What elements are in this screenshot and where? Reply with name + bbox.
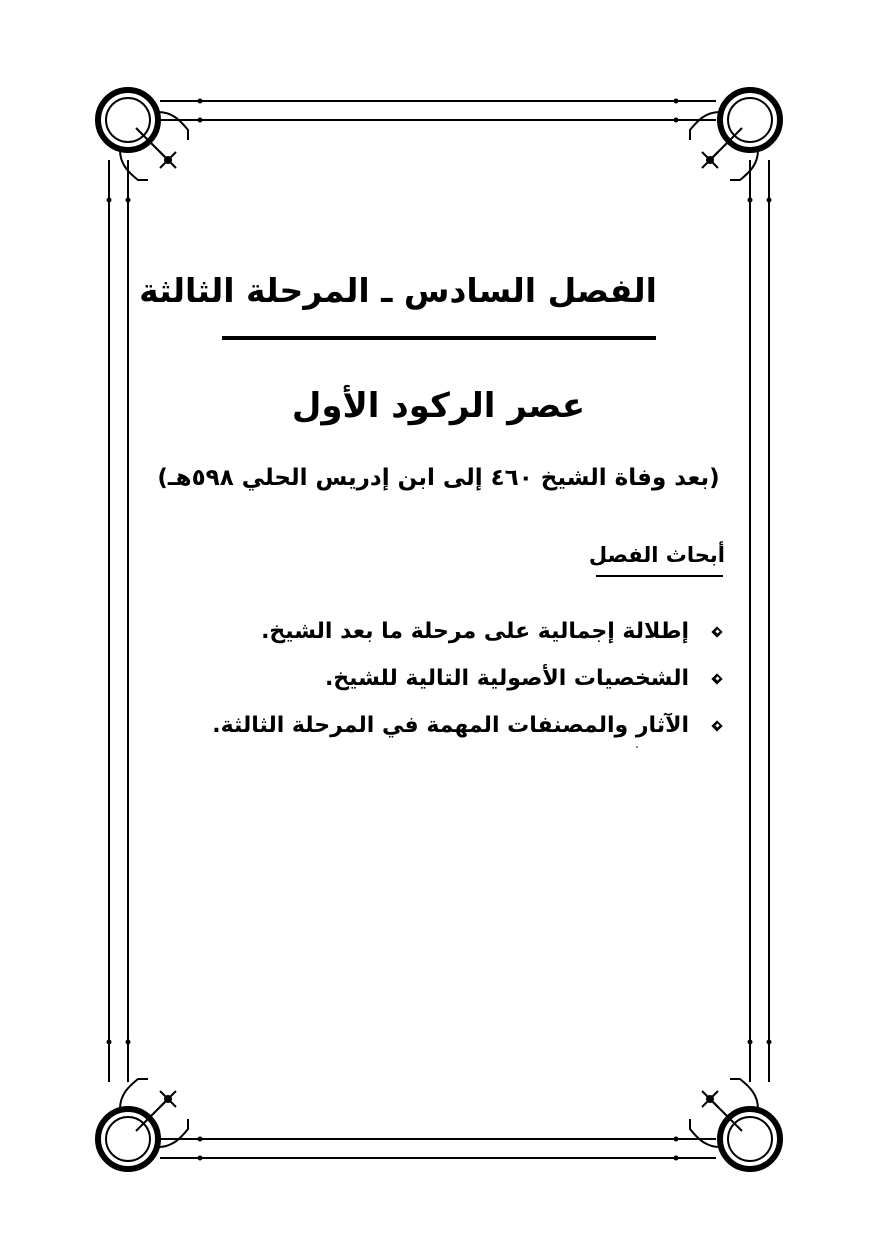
- list-item: [212, 655, 725, 702]
- ink-speck: [636, 746, 638, 748]
- topics-list: [212, 608, 725, 749]
- topic-text: الآثار والمصنفات المهمة في المرحلة الثالثة.: [212, 713, 689, 738]
- section-label-underline: [596, 575, 723, 577]
- chapter-subtitle: (بعد وفاة الشيخ ٤٦٠ إلى ابن إدريس الحلي ٥٩٨هـ): [157, 465, 720, 491]
- list-item: [212, 608, 725, 655]
- diamond-bullet-icon: [711, 626, 723, 638]
- topic-text: الشخصيات الأصولية التالية للشيخ.: [324, 666, 689, 691]
- diamond-bullet-icon: [711, 720, 723, 732]
- topic-text: إطلالة إجمالية على مرحلة ما بعد الشيخ.: [261, 619, 689, 644]
- heading-divider: [222, 336, 656, 340]
- list-item: [212, 702, 725, 749]
- chapter-title: عصر الركود الأول: [291, 386, 586, 426]
- chapter-heading: الفصل السادس ـ المرحلة الثالثة: [139, 271, 657, 310]
- diamond-bullet-icon: [711, 673, 723, 685]
- section-label: أبحاث الفصل: [588, 543, 725, 567]
